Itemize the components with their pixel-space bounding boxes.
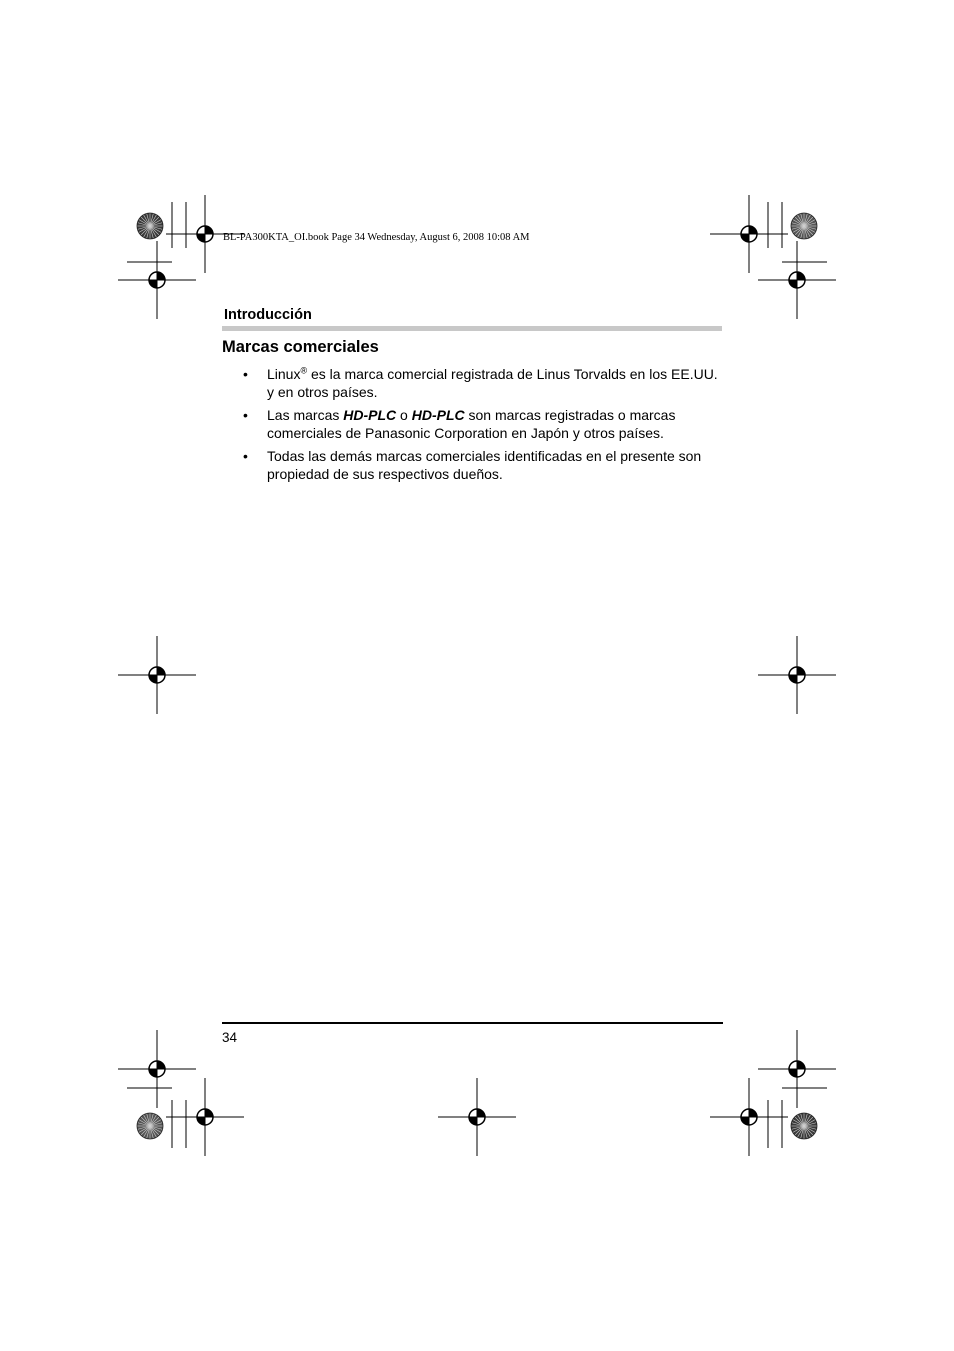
bullet-symbol: •: [243, 366, 248, 382]
registration-crosshair-icon: [166, 1078, 244, 1156]
registration-crosshair-icon: [758, 1030, 836, 1108]
bullet-symbol: •: [243, 407, 248, 423]
section-title: Introducción: [224, 307, 312, 323]
bullet-prefix: Las marcas: [267, 407, 344, 423]
color-bar-starburst-icon: [137, 213, 163, 239]
registered-mark: ®: [300, 365, 308, 376]
bullet-prefix: Linux: [267, 366, 301, 382]
bullet-text: son marcas registradas o marcas comerciales de Panasonic Corporation en Japón y otros países.: [267, 407, 676, 441]
color-bar-starburst-icon: [791, 1113, 817, 1139]
registration-crosshair-icon: [758, 636, 836, 714]
brand-name: HD-PLC: [343, 407, 397, 423]
bullet-mid: o: [396, 407, 412, 423]
brand-name: HD-PLC: [411, 407, 465, 423]
page-heading: Marcas comerciales: [222, 338, 379, 356]
file-slug: BL-PA300KTA_OI.book Page 34 Wednesday, August 6, 2008 10:08 AM: [223, 232, 530, 243]
trademark-list: [222, 365, 724, 488]
bullet-text: es la marca comercial registrada de Linus Torvalds en los EE.UU. y en otros países.: [267, 366, 718, 400]
registration-crosshair-icon: [710, 1078, 788, 1156]
section-rule: [222, 326, 722, 331]
bullet-text: Todas las demás marcas comerciales identificadas en el presente son propiedad de sus respectivos dueños.: [267, 448, 702, 482]
registration-crosshair-icon: [118, 241, 196, 319]
list-item: [222, 406, 724, 442]
color-bar-starburst-icon: [791, 213, 817, 239]
footer-rule: [222, 1022, 723, 1024]
list-item: [222, 365, 724, 401]
registration-crosshair-icon: [710, 195, 788, 273]
color-bar-starburst-icon: [137, 1113, 163, 1139]
bullet-symbol: •: [243, 448, 248, 464]
registration-crosshair-icon: [758, 241, 836, 319]
registration-crosshair-icon: [438, 1078, 516, 1156]
registration-crosshair-icon: [118, 1030, 196, 1108]
list-item: [222, 447, 724, 483]
registration-crosshair-icon: [118, 636, 196, 714]
page-number: 34: [222, 1030, 238, 1045]
